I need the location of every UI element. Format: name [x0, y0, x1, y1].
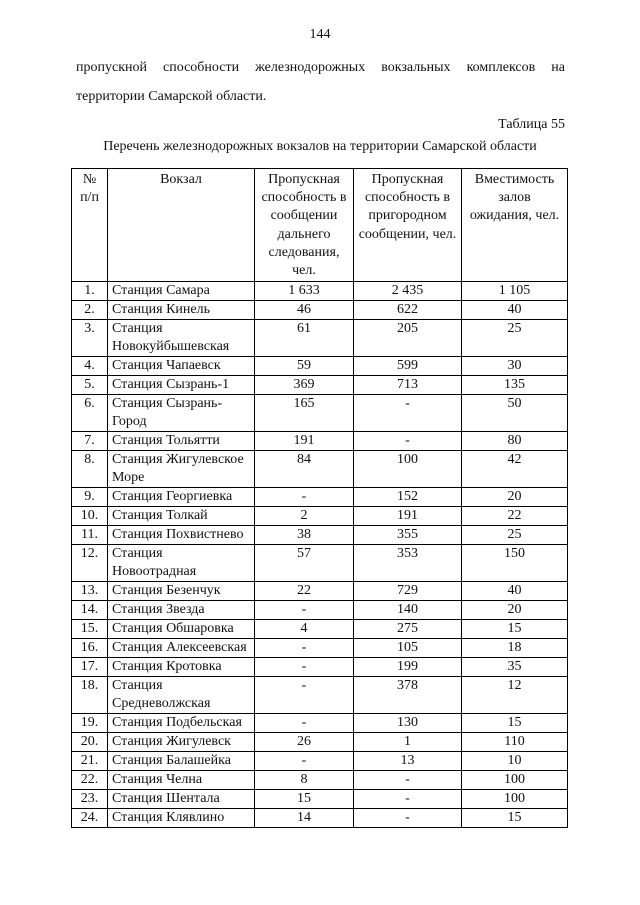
suburban-capacity: 713: [354, 376, 462, 395]
station-name: Станция Чапаевск: [108, 357, 255, 376]
table-row: [72, 545, 568, 582]
table-row: [72, 790, 568, 809]
station-name: Станция Безенчук: [108, 582, 255, 601]
station-name: Станция Толкай: [108, 507, 255, 526]
suburban-capacity: 105: [354, 639, 462, 658]
station-name: Станция Самара: [108, 282, 255, 301]
waiting-capacity: 18: [462, 639, 568, 658]
suburban-capacity: 140: [354, 601, 462, 620]
suburban-capacity: 729: [354, 582, 462, 601]
row-number: 4.: [72, 357, 108, 376]
row-number: 9.: [72, 488, 108, 507]
station-name: Станция Сызрань-Город: [108, 395, 255, 432]
station-name: Станция Челна: [108, 771, 255, 790]
station-name: Станция Звезда: [108, 601, 255, 620]
suburban-capacity: 13: [354, 752, 462, 771]
station-name: Станция Балашейка: [108, 752, 255, 771]
station-name: Станция Похвистнево: [108, 526, 255, 545]
row-number: 6.: [72, 395, 108, 432]
suburban-capacity: -: [354, 395, 462, 432]
suburban-capacity: 353: [354, 545, 462, 582]
row-number: 17.: [72, 658, 108, 677]
long-distance-capacity: -: [255, 601, 354, 620]
station-name: Станция Сызрань-1: [108, 376, 255, 395]
waiting-capacity: 15: [462, 714, 568, 733]
suburban-capacity: 205: [354, 320, 462, 357]
station-name: Станция Алексеевская: [108, 639, 255, 658]
suburban-capacity: 622: [354, 301, 462, 320]
long-distance-capacity: 38: [255, 526, 354, 545]
long-distance-capacity: 57: [255, 545, 354, 582]
row-number: 1.: [72, 282, 108, 301]
waiting-capacity: 42: [462, 451, 568, 488]
suburban-capacity: -: [354, 432, 462, 451]
table-row: [72, 714, 568, 733]
row-number: 23.: [72, 790, 108, 809]
station-name: Станция Жигулевское Море: [108, 451, 255, 488]
table-row: [72, 639, 568, 658]
long-distance-capacity: 1 633: [255, 282, 354, 301]
station-name: Станция Клявлино: [108, 809, 255, 828]
long-distance-capacity: 15: [255, 790, 354, 809]
station-name: Станция Георгиевка: [108, 488, 255, 507]
suburban-capacity: 378: [354, 677, 462, 714]
station-name: Станция Новокуйбышевская: [108, 320, 255, 357]
long-distance-capacity: 4: [255, 620, 354, 639]
long-distance-capacity: -: [255, 677, 354, 714]
row-number: 8.: [72, 451, 108, 488]
station-name: Станция Средневолжская: [108, 677, 255, 714]
waiting-capacity: 15: [462, 620, 568, 639]
suburban-capacity: 275: [354, 620, 462, 639]
suburban-capacity: 1: [354, 733, 462, 752]
suburban-capacity: 152: [354, 488, 462, 507]
station-name: Станция Обшаровка: [108, 620, 255, 639]
row-number: 18.: [72, 677, 108, 714]
waiting-capacity: 25: [462, 320, 568, 357]
long-distance-capacity: -: [255, 488, 354, 507]
long-distance-capacity: -: [255, 714, 354, 733]
table-row: [72, 658, 568, 677]
waiting-capacity: 20: [462, 488, 568, 507]
suburban-capacity: 191: [354, 507, 462, 526]
waiting-capacity: 100: [462, 790, 568, 809]
waiting-capacity: 135: [462, 376, 568, 395]
long-distance-capacity: 46: [255, 301, 354, 320]
long-distance-capacity: 369: [255, 376, 354, 395]
suburban-capacity: -: [354, 790, 462, 809]
table-row: [72, 451, 568, 488]
row-number: 13.: [72, 582, 108, 601]
table-row: [72, 733, 568, 752]
long-distance-capacity: 165: [255, 395, 354, 432]
long-distance-capacity: 26: [255, 733, 354, 752]
waiting-capacity: 1 105: [462, 282, 568, 301]
waiting-capacity: 35: [462, 658, 568, 677]
waiting-capacity: 50: [462, 395, 568, 432]
table-row: [72, 507, 568, 526]
table-row: [72, 282, 568, 301]
table-row: [72, 677, 568, 714]
row-number: 3.: [72, 320, 108, 357]
table-row: [72, 301, 568, 320]
suburban-capacity: -: [354, 771, 462, 790]
suburban-capacity: 100: [354, 451, 462, 488]
waiting-capacity: 15: [462, 809, 568, 828]
long-distance-capacity: -: [255, 752, 354, 771]
waiting-capacity: 20: [462, 601, 568, 620]
header-suburban-capacity: Пропускная способность в пригородном сообщении, чел.: [354, 169, 462, 282]
table-row: [72, 526, 568, 545]
row-number: 19.: [72, 714, 108, 733]
station-name: Станция Новоотрадная: [108, 545, 255, 582]
long-distance-capacity: 2: [255, 507, 354, 526]
row-number: 5.: [72, 376, 108, 395]
table-row: [72, 376, 568, 395]
header-number: № п/п: [72, 169, 108, 282]
suburban-capacity: -: [354, 809, 462, 828]
row-number: 20.: [72, 733, 108, 752]
table-row: [72, 620, 568, 639]
station-name: Станция Тольятти: [108, 432, 255, 451]
suburban-capacity: 2 435: [354, 282, 462, 301]
station-name: Станция Кротовка: [108, 658, 255, 677]
station-name: Станция Жигулевск: [108, 733, 255, 752]
long-distance-capacity: 14: [255, 809, 354, 828]
long-distance-capacity: 59: [255, 357, 354, 376]
long-distance-capacity: 22: [255, 582, 354, 601]
waiting-capacity: 12: [462, 677, 568, 714]
row-number: 24.: [72, 809, 108, 828]
table-row: [72, 320, 568, 357]
suburban-capacity: 355: [354, 526, 462, 545]
row-number: 21.: [72, 752, 108, 771]
long-distance-capacity: 84: [255, 451, 354, 488]
waiting-capacity: 110: [462, 733, 568, 752]
suburban-capacity: 199: [354, 658, 462, 677]
station-name: Станция Кинель: [108, 301, 255, 320]
stations-table: [71, 168, 568, 828]
station-name: Станция Подбельская: [108, 714, 255, 733]
long-distance-capacity: -: [255, 639, 354, 658]
long-distance-capacity: 191: [255, 432, 354, 451]
page-number: 144: [309, 27, 331, 42]
header-station: Вокзал: [108, 169, 255, 282]
row-number: 16.: [72, 639, 108, 658]
long-distance-capacity: -: [255, 658, 354, 677]
row-number: 15.: [72, 620, 108, 639]
intro-text-line-1: пропускной способности железнодорожных вокзальных комплексов на: [76, 60, 565, 75]
table-header-row: [72, 169, 568, 282]
waiting-capacity: 40: [462, 301, 568, 320]
row-number: 14.: [72, 601, 108, 620]
table-row: [72, 601, 568, 620]
waiting-capacity: 25: [462, 526, 568, 545]
waiting-capacity: 100: [462, 771, 568, 790]
suburban-capacity: 599: [354, 357, 462, 376]
table-label: Таблица 55: [498, 117, 565, 132]
station-name: Станция Шентала: [108, 790, 255, 809]
waiting-capacity: 150: [462, 545, 568, 582]
table-row: [72, 809, 568, 828]
long-distance-capacity: 8: [255, 771, 354, 790]
table-body: [72, 282, 568, 828]
waiting-capacity: 10: [462, 752, 568, 771]
table-row: [72, 488, 568, 507]
waiting-capacity: 40: [462, 582, 568, 601]
table-row: [72, 395, 568, 432]
table-row: [72, 582, 568, 601]
table-row: [72, 771, 568, 790]
waiting-capacity: 80: [462, 432, 568, 451]
waiting-capacity: 22: [462, 507, 568, 526]
suburban-capacity: 130: [354, 714, 462, 733]
row-number: 2.: [72, 301, 108, 320]
row-number: 22.: [72, 771, 108, 790]
table-caption: Перечень железнодорожных вокзалов на территории Самарской области: [103, 139, 537, 154]
header-long-distance-capacity: Пропускная способность в сообщении дальнего следования, чел.: [255, 169, 354, 282]
long-distance-capacity: 61: [255, 320, 354, 357]
row-number: 12.: [72, 545, 108, 582]
table-row: [72, 432, 568, 451]
row-number: 11.: [72, 526, 108, 545]
header-waiting-capacity: Вместимость залов ожидания, чел.: [462, 169, 568, 282]
table-row: [72, 752, 568, 771]
row-number: 10.: [72, 507, 108, 526]
row-number: 7.: [72, 432, 108, 451]
intro-text-line-2: территории Самарской области.: [76, 89, 267, 104]
table-row: [72, 357, 568, 376]
waiting-capacity: 30: [462, 357, 568, 376]
